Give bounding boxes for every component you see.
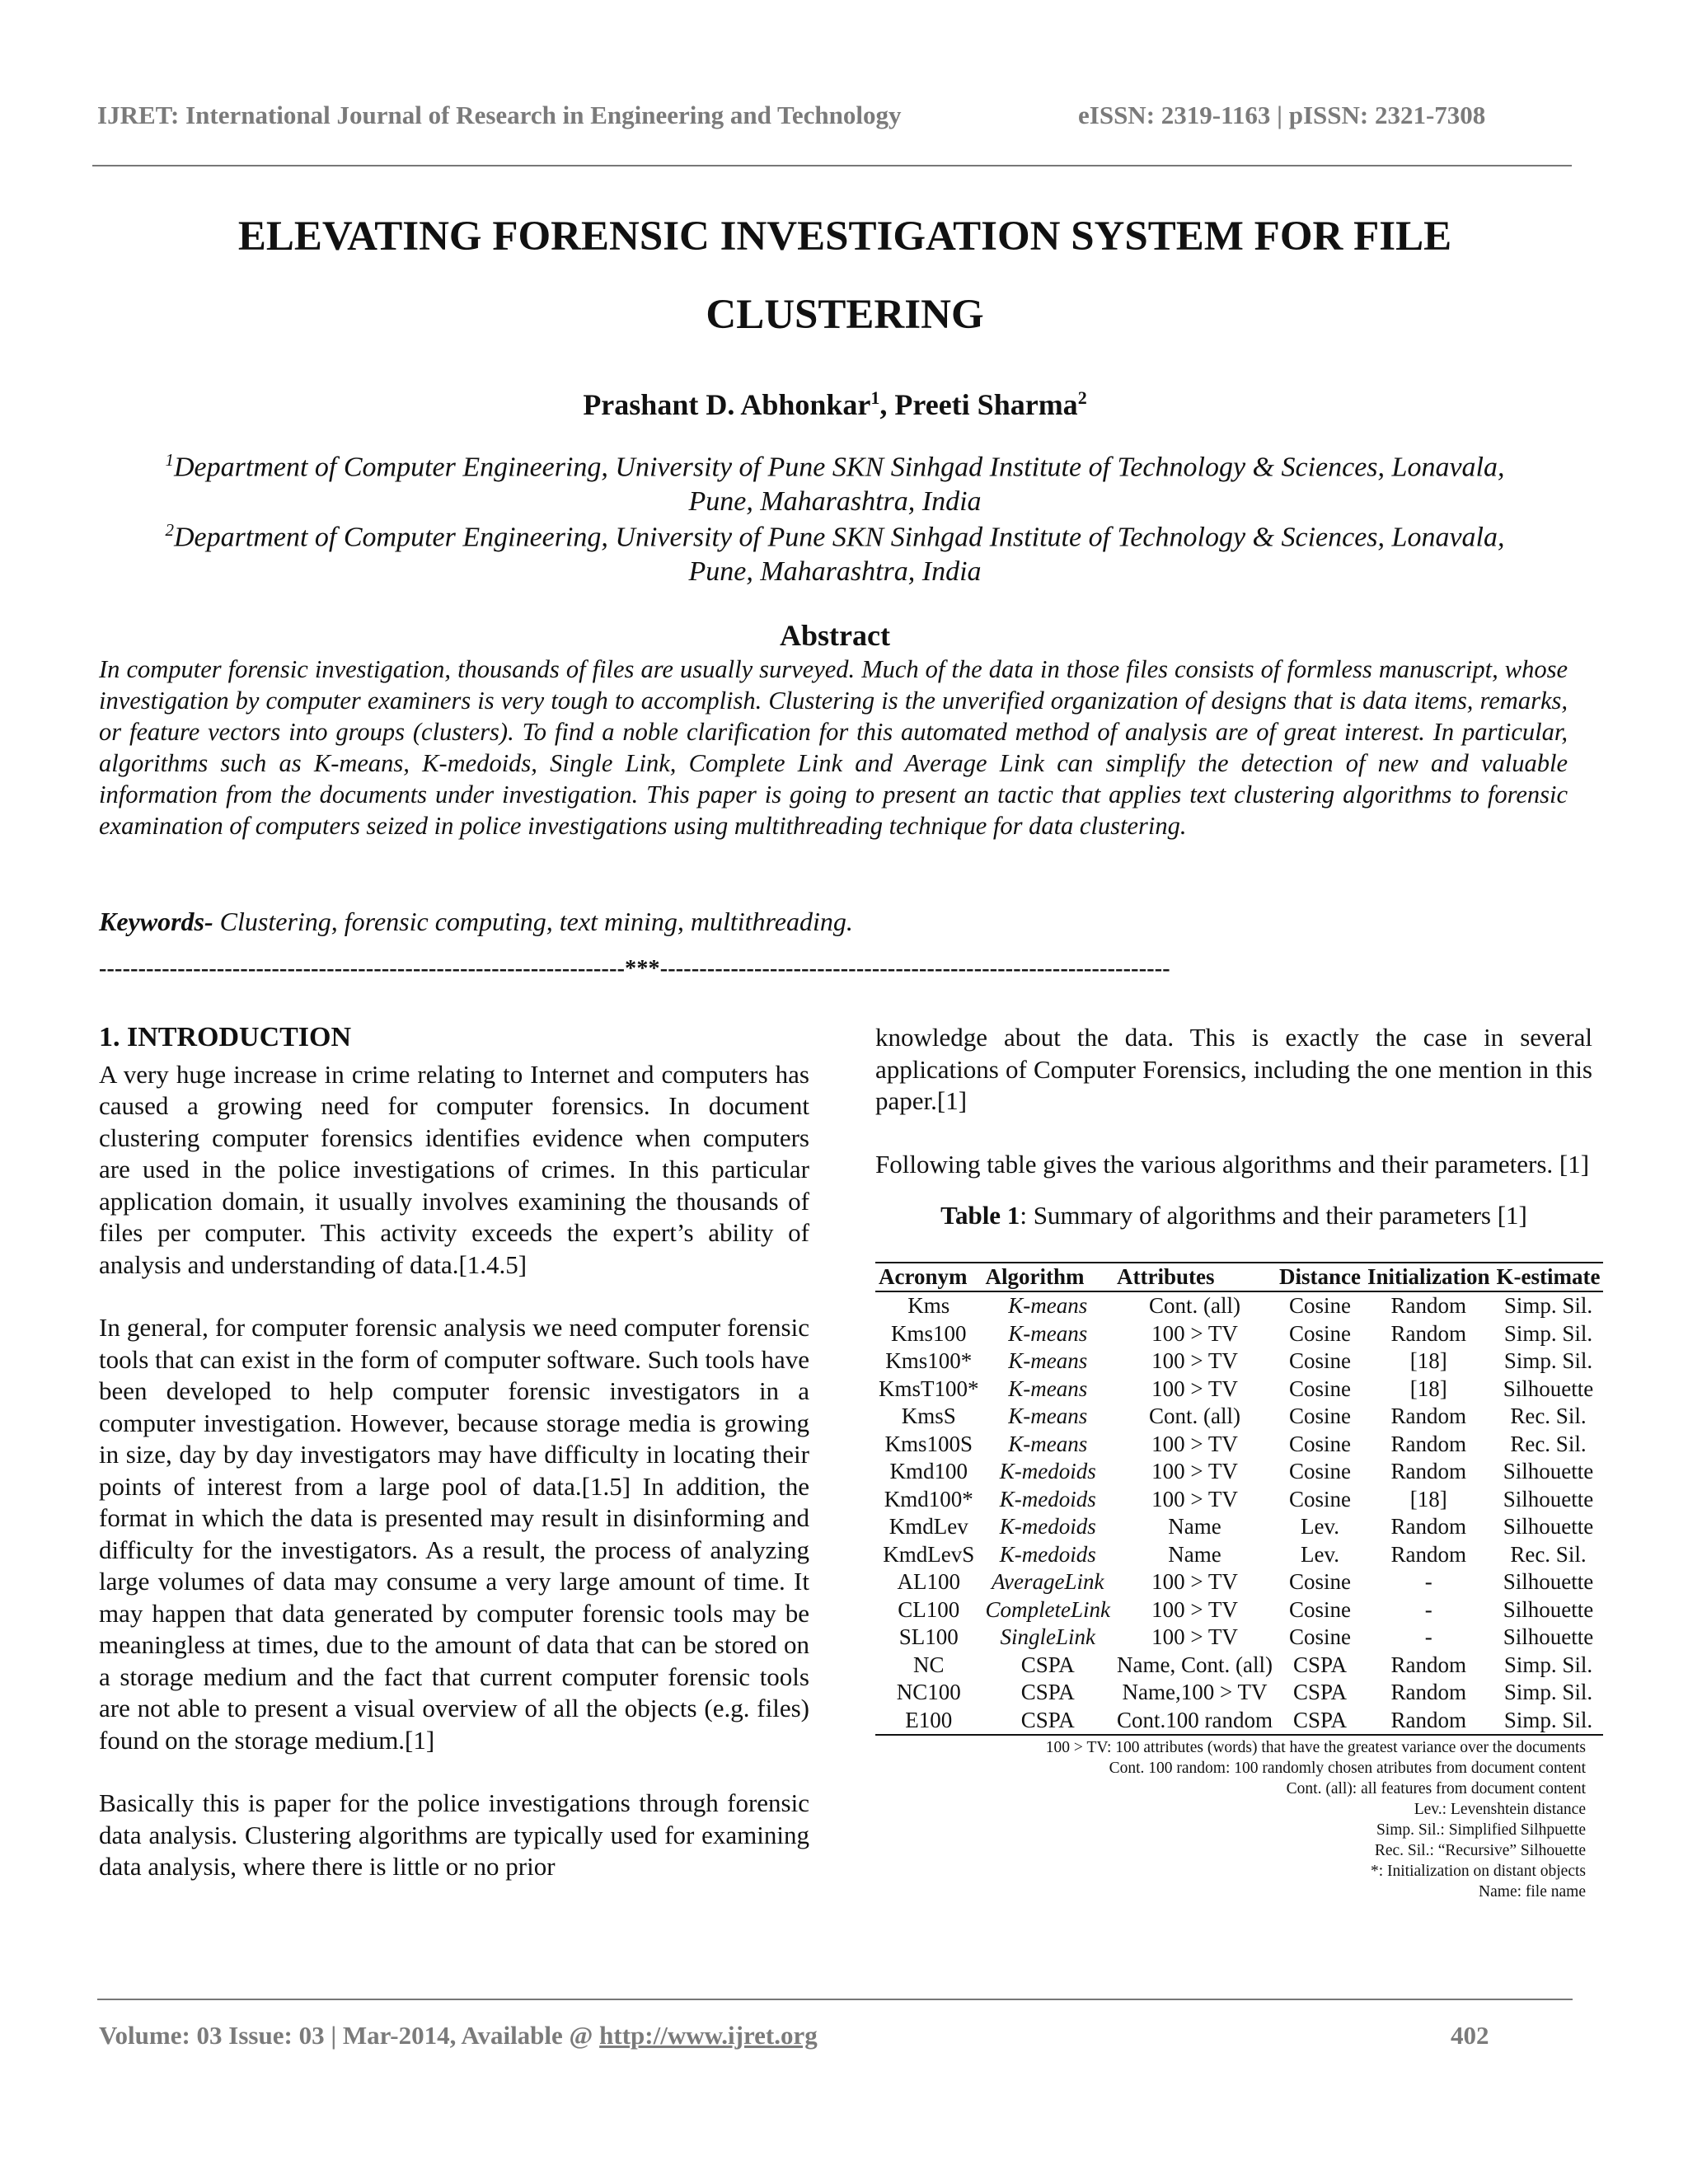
affiliation-2-sup: 2 [165, 520, 174, 540]
cell-acronym: KmsS [901, 1404, 956, 1428]
affiliation-2 [97, 513, 1573, 589]
cell-distance: Cosine [1288, 1431, 1351, 1456]
cell-k-estimate: Rec. Sil. [1510, 1404, 1587, 1428]
table-row [875, 1403, 1603, 1431]
cell-initialization: - [1424, 1569, 1432, 1594]
cell-distance: Lev. [1300, 1514, 1339, 1539]
cell-initialization: Random [1390, 1514, 1466, 1539]
cell-attributes: Name [1168, 1514, 1221, 1539]
affiliation-1-sup: 1 [165, 450, 174, 470]
footer [99, 2021, 1500, 2050]
intro-heading: 1. INTRODUCTION [99, 1022, 352, 1052]
table-caption-text: : Summary of algorithms and their parameters [1] [1020, 1201, 1527, 1230]
cell-initialization: Random [1390, 1431, 1466, 1456]
cell-initialization: - [1424, 1596, 1432, 1622]
table-row [875, 1624, 1603, 1652]
affiliation-2-line2: Pune, Maharashtra, India [688, 556, 982, 588]
affiliation-1-line2: Pune, Maharashtra, India [688, 486, 982, 518]
cell-acronym: Kmd100* [884, 1486, 973, 1511]
legend-line: 100 > TV: 100 attributes (words) that have the greatest variance over the documents [1045, 1739, 1586, 1756]
cell-attributes: Cont. (all) [1148, 1293, 1240, 1318]
page-number: 402 [1451, 2021, 1489, 2050]
cell-initialization: Random [1390, 1404, 1466, 1428]
cell-k-estimate: Simp. Sil. [1503, 1652, 1593, 1677]
cell-distance: Cosine [1288, 1459, 1351, 1483]
cell-initialization: [18] [1409, 1376, 1447, 1401]
cell-initialization: Random [1364, 1707, 1493, 1736]
affiliation-1 [97, 443, 1573, 519]
legend-line: Cont. 100 random: 100 randomly chosen atributes from document content [1109, 1760, 1586, 1777]
cell-distance: Cosine [1288, 1486, 1351, 1511]
cell-algorithm: K-means [1008, 1348, 1088, 1373]
cell-initialization: [18] [1409, 1486, 1447, 1511]
legend-line: Lev.: Levenshtein distance [1414, 1801, 1586, 1818]
cell-k-estimate: Simp. Sil. [1503, 1293, 1593, 1318]
cell-distance: Cosine [1288, 1569, 1351, 1594]
cell-attributes: 100 > TV [1151, 1376, 1238, 1401]
cell-k-estimate: Silhouette [1503, 1514, 1594, 1539]
cell-initialization: [18] [1409, 1348, 1447, 1373]
intro-paragraph-4: knowledge about the data. This is exactly the case in several applications of Computer Forensics, including the one mention in this paper.[1] [875, 1023, 1592, 1115]
cell-acronym: Kms100S [884, 1431, 973, 1456]
cell-algorithm: K-means [1008, 1320, 1088, 1346]
intro-paragraph-1: A very huge increase in crime relating to Internet and computers has caused a growing need for computer forensics. In document clustering computer forensics identifies evidence when computers are used in the police investigations of crimes. In this particular application domain, it usually involves examining the thousands of files per computer. This activity exceeds the expert’s ability of analysis and understanding of data.[1.4.5] [99, 1059, 809, 1279]
table-caption [875, 1200, 1592, 1232]
cell-distance: CSPA [1292, 1680, 1347, 1704]
table-row [875, 1596, 1603, 1624]
cell-algorithm: SingleLink [1000, 1624, 1095, 1649]
paper-title: ELEVATING FORENSIC INVESTIGATION SYSTEM FOR FILE CLUSTERING [237, 213, 1452, 338]
cell-acronym: KmdLev [889, 1514, 968, 1539]
cell-algorithm: K-means [1008, 1404, 1088, 1428]
cell-attributes: 100 > TV [1151, 1569, 1238, 1594]
keywords [99, 907, 1568, 937]
affiliation-1-line1: Department of Computer Engineering, University of Pune SKN Sinhgad Institute of Technology & Sciences, Lonavala, [174, 452, 1505, 483]
cell-k-estimate: Simp. Sil. [1493, 1707, 1603, 1736]
intro-paragraph-5: Following table gives the various algorithms and their parameters. [1] [875, 1149, 1590, 1179]
cell-attributes: Name,100 > TV [1122, 1680, 1268, 1704]
cell-initialization: Random [1390, 1293, 1466, 1318]
cell-acronym: NC [912, 1652, 945, 1677]
author-1: Prashant D. Abhonkar [583, 388, 871, 421]
cell-acronym: SL100 [898, 1624, 959, 1649]
table-row [875, 1652, 1603, 1680]
cell-acronym: Kms [907, 1293, 950, 1318]
running-head [97, 101, 1564, 130]
cell-acronym: E100 [875, 1707, 982, 1736]
cell-acronym: Kms100 [890, 1320, 967, 1346]
cell-attributes: 100 > TV [1151, 1320, 1238, 1346]
cell-algorithm: K-medoids [999, 1514, 1096, 1539]
cell-distance: Cosine [1288, 1376, 1351, 1401]
table-body [875, 1291, 1603, 1735]
cell-attributes: 100 > TV [1151, 1459, 1238, 1483]
cell-distance: Cosine [1288, 1624, 1351, 1649]
table-caption-label: Table 1 [940, 1201, 1020, 1230]
cell-distance: CSPA [1276, 1707, 1364, 1736]
table-row [875, 1513, 1603, 1541]
cell-acronym: NC100 [896, 1680, 961, 1704]
cell-initialization: - [1424, 1624, 1432, 1649]
cell-k-estimate: Silhouette [1503, 1624, 1594, 1649]
cell-attributes: 100 > TV [1151, 1431, 1238, 1456]
header-k-estimate: K-estimate [1493, 1263, 1603, 1292]
cell-attributes: Name [1168, 1541, 1221, 1567]
cell-algorithm: CSPA [1020, 1680, 1075, 1704]
author-sep: , [879, 388, 895, 421]
affiliation-2-line1: Department of Computer Engineering, University of Pune SKN Sinhgad Institute of Technology & Sciences, Lonavala, [174, 522, 1505, 553]
cell-k-estimate: Simp. Sil. [1503, 1320, 1593, 1346]
cell-acronym: Kmd100 [889, 1459, 968, 1483]
cell-algorithm: CSPA [1020, 1652, 1075, 1677]
header-rule [92, 165, 1572, 166]
header-algorithm: Algorithm [982, 1263, 1114, 1292]
cell-k-estimate: Rec. Sil. [1510, 1541, 1587, 1567]
legend-line: Name: file name [1479, 1883, 1586, 1900]
cell-acronym: KmsT100* [879, 1376, 979, 1401]
cell-attributes: 100 > TV [1151, 1596, 1238, 1622]
table-legend [875, 1737, 1586, 1902]
cell-algorithm: K-means [1008, 1293, 1088, 1318]
cell-attributes: Name, Cont. (all) [1117, 1652, 1273, 1677]
legend-line: Rec. Sil.: “Recursive” Silhouette [1374, 1842, 1586, 1859]
cell-acronym: CL100 [898, 1596, 960, 1622]
cell-k-estimate: Simp. Sil. [1503, 1680, 1593, 1704]
cell-initialization: Random [1390, 1680, 1466, 1704]
table-row [875, 1458, 1603, 1486]
cell-distance: Cosine [1288, 1404, 1351, 1428]
table-row [875, 1431, 1603, 1459]
author-2: Preeti Sharma [894, 388, 1078, 421]
table-row [875, 1486, 1603, 1514]
abstract-heading: Abstract [780, 619, 890, 652]
table-row [875, 1347, 1603, 1376]
cell-distance: Cosine [1288, 1320, 1351, 1346]
intro-paragraph-2: In general, for computer forensic analysis we need computer forensic tools that can exist in the form of computer software. Such tools have been developed to help computer forensic investigators in a computer investigation. However, because storage media is growing in size, day by day investigators may have difficulty in locating their points of interest from a large pool of data.[1.5] In addition, the format in which the data is presented may result in disinforming and difficulty for the investigators. As a result, the process of analyzing large volumes of data may consume a very large amount of time. It may happen that data generated by computer forensic tools may be meaningless at times, due to the amount of data that can be stored on a storage medium and the fact that current computer forensic tools are not able to present a visual overview of all the objects (e.g. files) found on the storage medium.[1] [99, 1313, 809, 1755]
legend-line: *: Initialization on distant objects [1370, 1863, 1586, 1880]
cell-k-estimate: Silhouette [1503, 1596, 1594, 1622]
keywords-text: Clustering, forensic computing, text mining, multithreading. [213, 907, 853, 936]
header-attributes: Attributes [1114, 1263, 1276, 1292]
cell-k-estimate: Silhouette [1503, 1376, 1594, 1401]
legend-line: Simp. Sil.: Simplified Silhpuette [1376, 1821, 1586, 1839]
cell-attributes: 100 > TV [1151, 1624, 1238, 1649]
header-initialization: Initialization [1364, 1263, 1493, 1292]
abstract-text: In computer forensic investigation, thousands of files are usually surveyed. Much of the data in those files consists of formless manuscript, whose investigation by computer examiners is very tough to accomplish. Clustering is the unverified organization of designs that is data items, remarks, or feature vectors into groups (clusters). To find a noble clarification for this automated method of analysis are of great interest. In particular, algorithms such as K-means, K-medoids, Single Link, Complete Link and Average Link can simplify the detection of new and valuable information from the documents under investigation. This paper is going to present an tactic that applies text clustering algorithms to forensic examination of computers seized in police investigations using multithreading technique for data clustering. [99, 655, 1568, 840]
cell-algorithm: K-medoids [999, 1541, 1096, 1567]
table-row [875, 1291, 1603, 1320]
left-column [99, 1022, 809, 1883]
cell-algorithm: AverageLink [992, 1569, 1104, 1594]
cell-algorithm: K-means [1008, 1376, 1088, 1401]
cell-initialization: Random [1390, 1459, 1466, 1483]
table-row [875, 1541, 1603, 1569]
table-row [875, 1707, 1603, 1736]
table-row [875, 1679, 1603, 1707]
cell-distance: Cosine [1288, 1348, 1351, 1373]
cell-acronym: AL100 [897, 1569, 960, 1594]
cell-attributes: 100 > TV [1151, 1348, 1238, 1373]
cell-distance: Lev. [1300, 1541, 1339, 1567]
issn: eISSN: 2319-1163 | pISSN: 2321-7308 [1078, 101, 1486, 129]
cell-distance: Cosine [1288, 1596, 1351, 1622]
legend-line: Cont. (all): all features from document content [1286, 1780, 1586, 1797]
cell-algorithm: CSPA [982, 1707, 1114, 1736]
footer-volume: Volume: 03 Issue: 03 | Mar-2014, Available @ [99, 2021, 600, 2050]
cell-k-estimate: Simp. Sil. [1503, 1348, 1593, 1373]
cell-algorithm: K-means [1008, 1431, 1088, 1456]
header-distance: Distance [1276, 1263, 1364, 1292]
cell-attributes: Cont. (all) [1148, 1404, 1240, 1428]
cell-acronym: KmdLevS [883, 1541, 975, 1567]
author-1-sup: 1 [870, 387, 880, 408]
cell-attributes: 100 > TV [1151, 1486, 1238, 1511]
authors [97, 387, 1573, 422]
cell-k-estimate: Rec. Sil. [1510, 1431, 1587, 1456]
header-acronym: Acronym [875, 1263, 982, 1292]
cell-distance: CSPA [1292, 1652, 1347, 1677]
table-header-row [875, 1263, 1603, 1292]
cell-k-estimate: Silhouette [1503, 1486, 1594, 1511]
keywords-label: Keywords- [99, 907, 213, 936]
right-column [875, 1022, 1601, 1902]
table-row [875, 1376, 1603, 1404]
algorithms-table [875, 1262, 1603, 1736]
table-row [875, 1568, 1603, 1596]
table-row [875, 1320, 1603, 1348]
section-separator: -------------------------------------------------------------------***----------------------------------------------------------------- [99, 956, 1170, 982]
cell-initialization: Random [1390, 1320, 1466, 1346]
cell-algorithm: CompleteLink [985, 1596, 1110, 1622]
author-2-sup: 2 [1077, 387, 1087, 408]
footer-rule [97, 1999, 1573, 2000]
cell-k-estimate: Silhouette [1503, 1569, 1594, 1594]
cell-initialization: Random [1390, 1652, 1466, 1677]
cell-k-estimate: Silhouette [1503, 1459, 1594, 1483]
cell-initialization: Random [1390, 1541, 1466, 1567]
cell-algorithm: K-medoids [999, 1459, 1096, 1483]
cell-distance: Cosine [1288, 1293, 1351, 1318]
journal-name: IJRET: International Journal of Research in Engineering and Technology [97, 101, 902, 129]
intro-paragraph-3: Basically this is paper for the police investigations through forensic data analysis. Clustering algorithms are typically used for examining data analysis, where there is little or no prior [99, 1788, 809, 1881]
cell-acronym: Kms100* [885, 1348, 973, 1373]
cell-attributes: Cont.100 random [1114, 1707, 1276, 1736]
cell-algorithm: K-medoids [999, 1486, 1096, 1511]
journal-link[interactable]: http://www.ijret.org [599, 2021, 818, 2050]
